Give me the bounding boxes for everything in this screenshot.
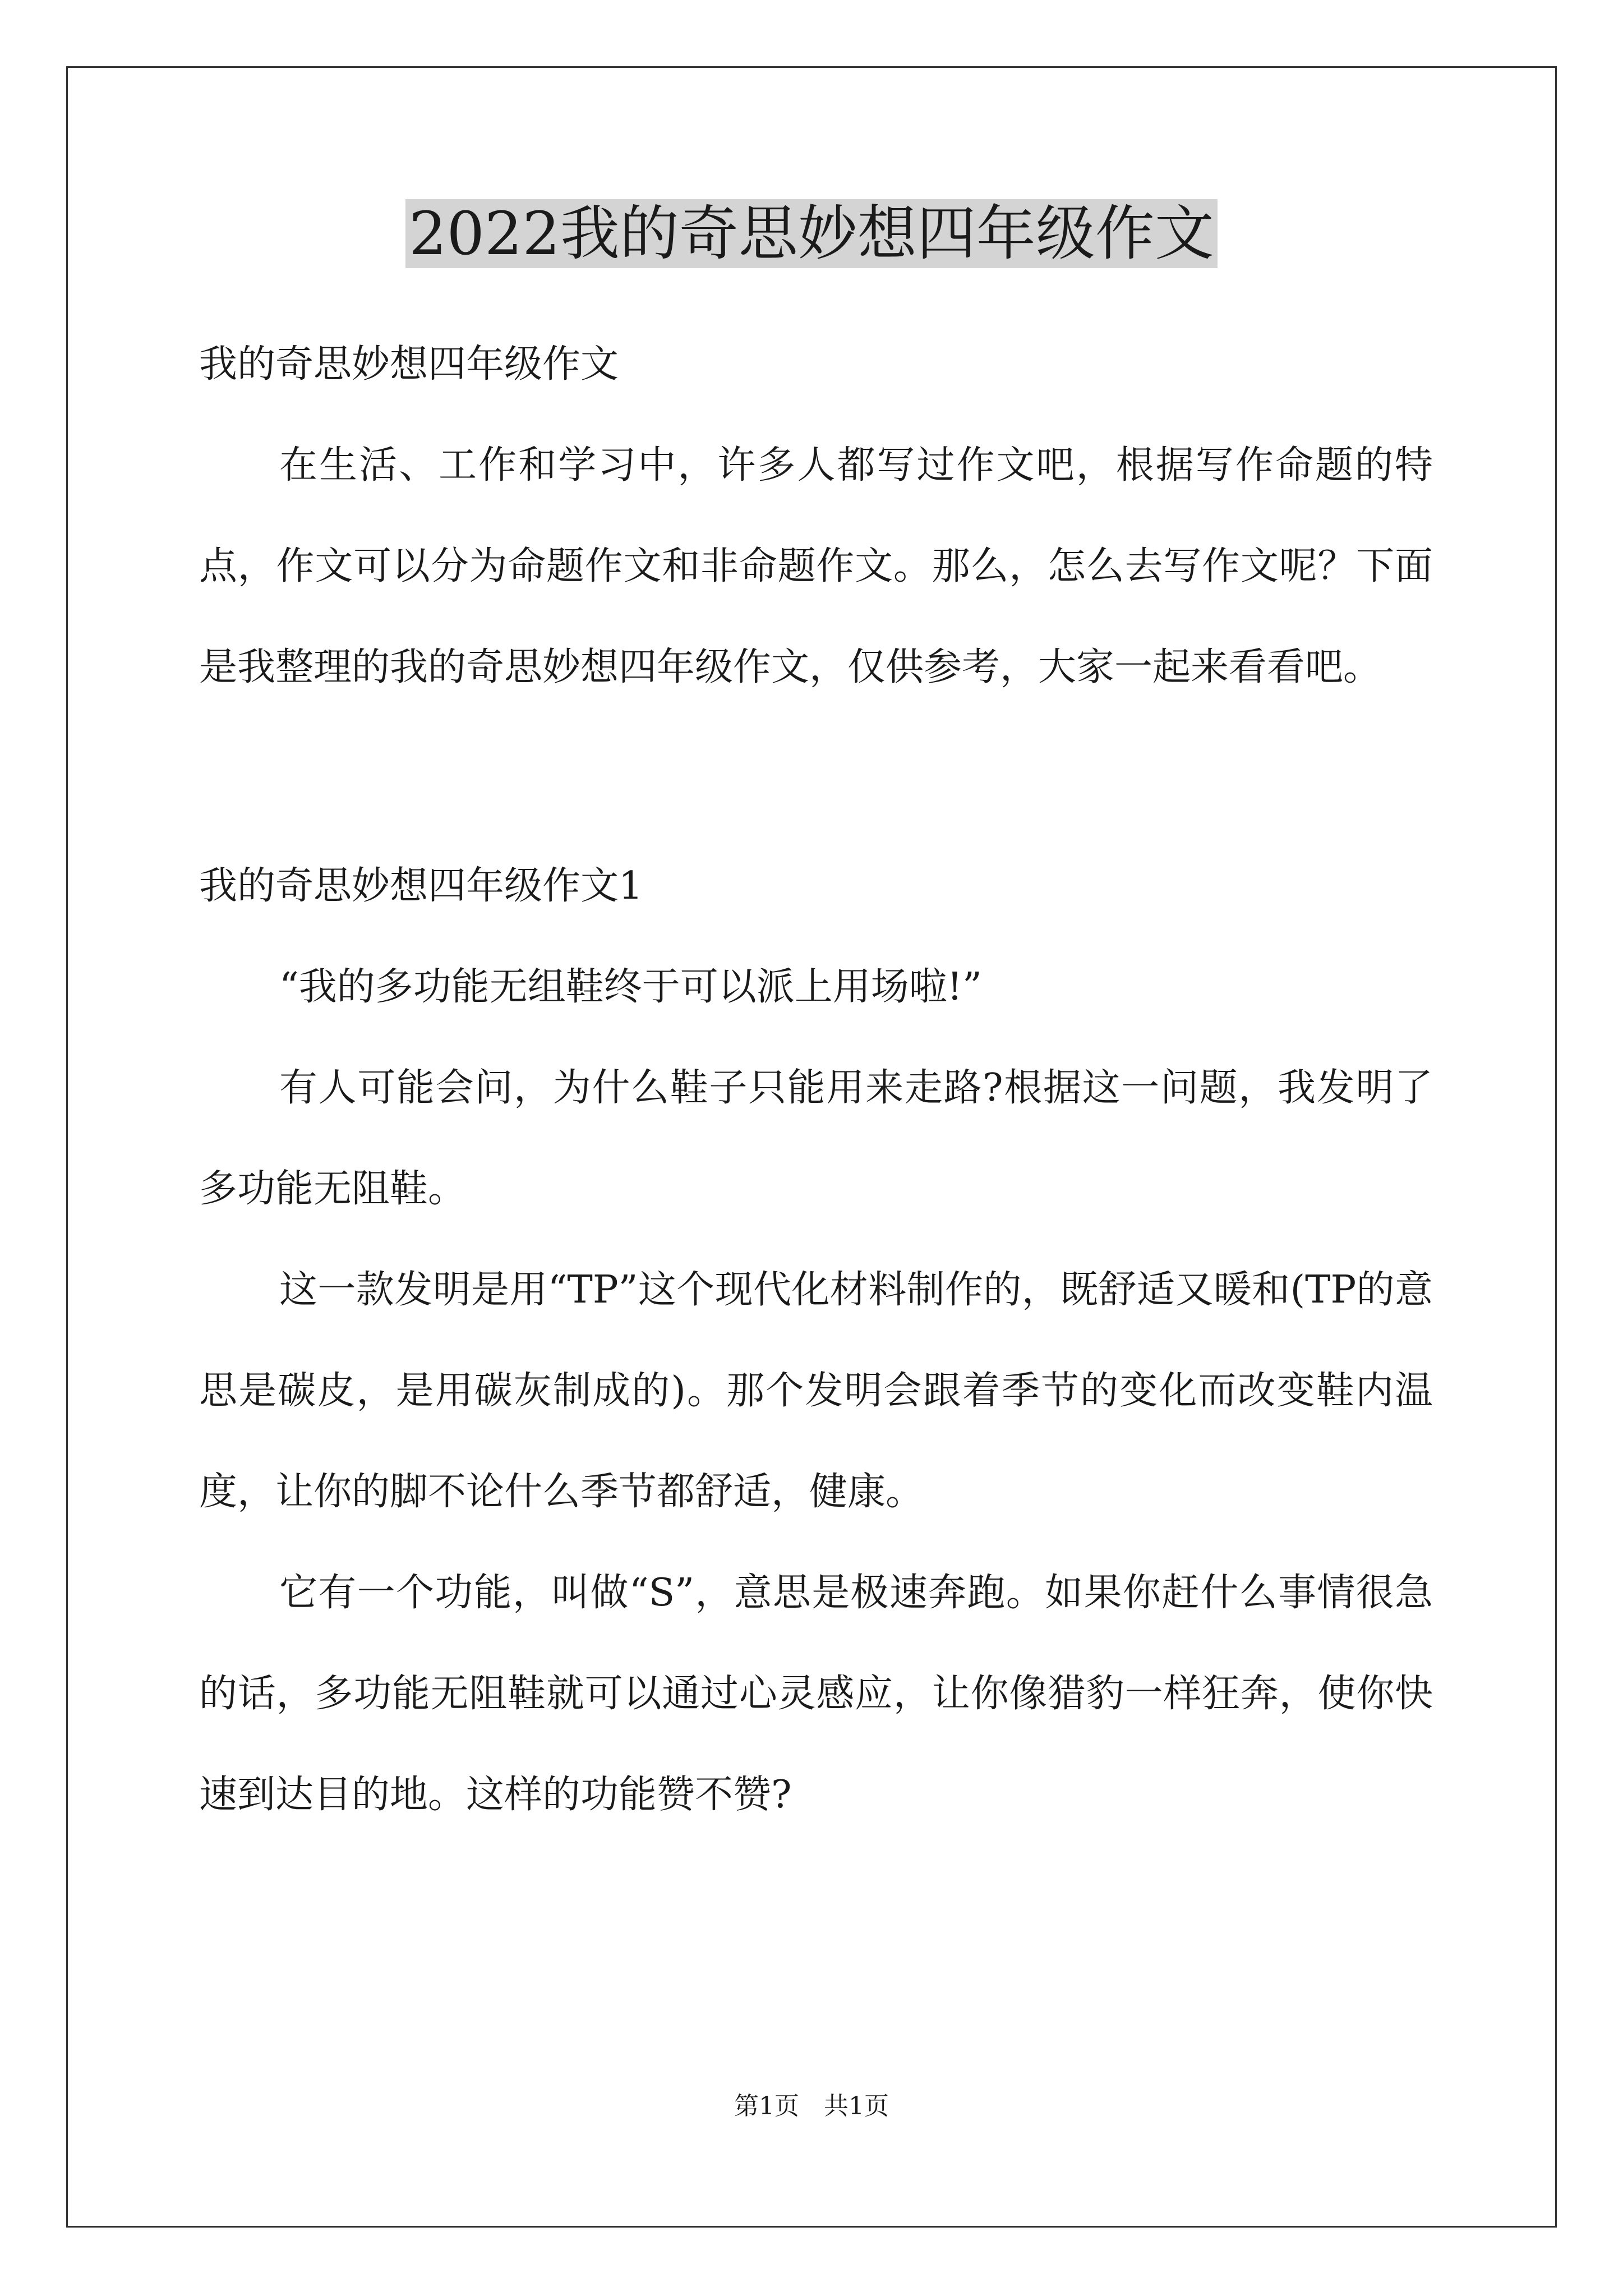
page-footer	[0, 2090, 1623, 2123]
page-total: 共1页	[824, 2092, 889, 2120]
document-title	[0, 197, 1623, 270]
document-title-text: 2022我的奇思妙想四年级作文	[405, 199, 1218, 268]
body-paragraph: 这一款发明是用“TP”这个现代化材料制作的，既舒适又暖和(TP的意思是碳皮，是用碳灰制成的)。那个发明会跟着季节的变化而改变鞋内温度，让你的脚不论什么季节都舒适，健康。	[199, 1268, 1433, 1514]
document-body	[199, 314, 1433, 1846]
body-paragraph: 有人可能会问，为什么鞋子只能用来走路?根据这一问题，我发明了多功能无阻鞋。	[199, 1066, 1433, 1211]
intro-paragraph: 在生活、工作和学习中，许多人都写过作文吧，根据写作命题的特点，作文可以分为命题作文和非命题作文。那么，怎么去写作文呢？下面是我整理的我的奇思妙想四年级作文，仅供参考，大家一起来看看吧。	[199, 443, 1433, 689]
section-spacer	[199, 718, 1433, 836]
document-subtitle: 我的奇思妙想四年级作文	[199, 342, 619, 386]
body-paragraph: “我的多功能无组鞋终于可以派上用场啦!”	[279, 965, 982, 1009]
page-number: 第1页	[734, 2092, 799, 2120]
body-paragraph: 它有一个功能，叫做“S”，意思是极速奔跑。如果你赶什么事情很急的话，多功能无阻鞋就可以通过心灵感应，让你像猎豹一样狂奔，使你快速到达目的地。这样的功能赞不赞?	[199, 1571, 1433, 1817]
section-heading: 我的奇思妙想四年级作文1	[199, 864, 643, 908]
